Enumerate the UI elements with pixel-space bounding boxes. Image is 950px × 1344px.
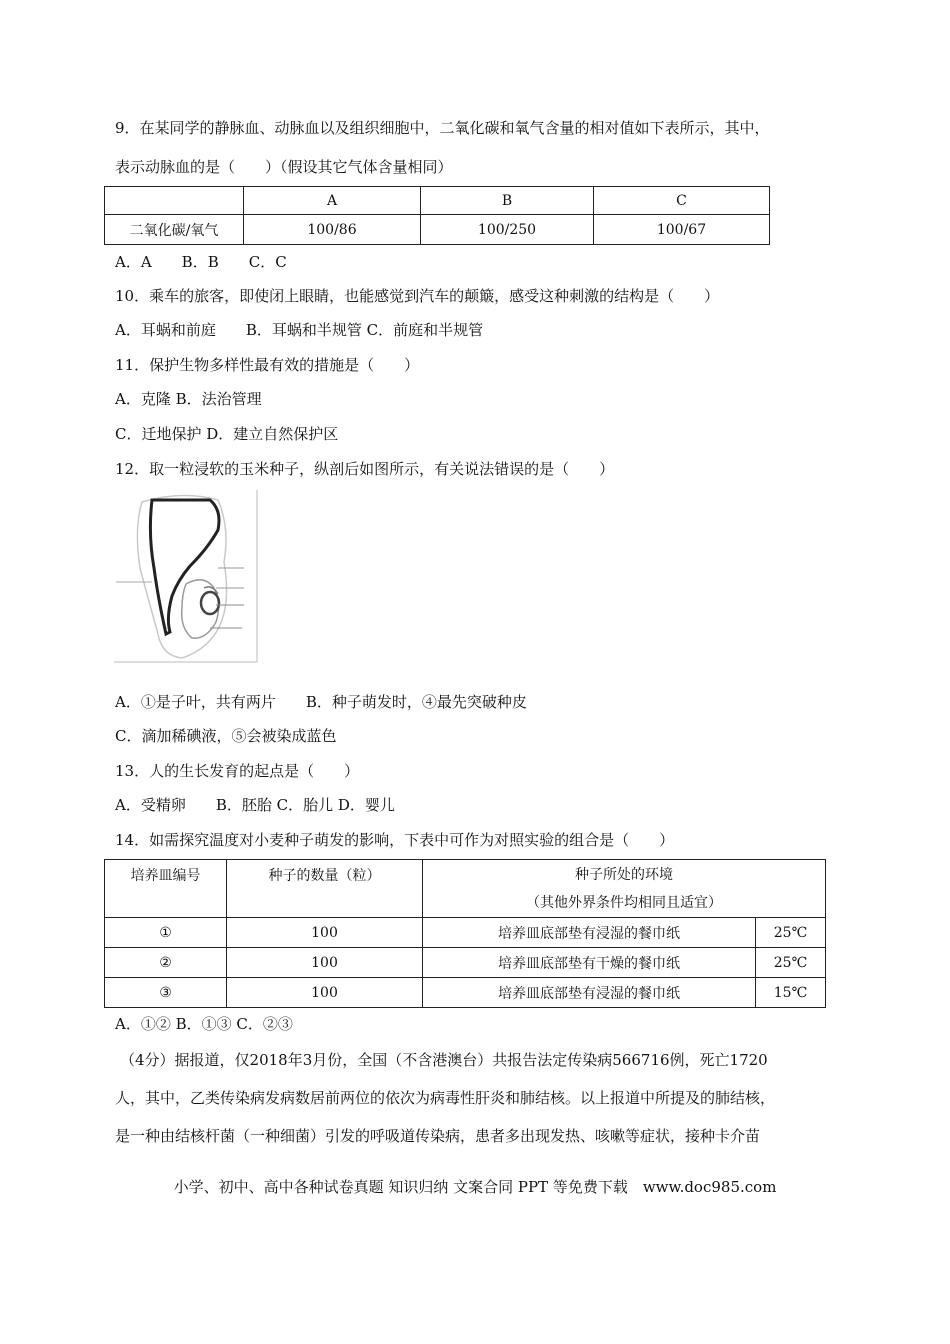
q14-row2-dish: ② xyxy=(105,948,227,978)
q14-header-environment xyxy=(423,860,826,918)
q14-row1-temp: 25℃ xyxy=(756,918,826,948)
q9-stem-line1: 9．在某同学的静脉血、动脉血以及组织细胞中，二氧化碳和氧气含量的相对值如下表所示，其中， xyxy=(115,119,770,137)
q14-header-environment-note: （其他外界条件均相同且适宜） xyxy=(526,894,722,911)
q14-row3-dish: ③ xyxy=(105,978,227,1008)
table-row xyxy=(105,948,826,978)
q10-options: A．耳蜗和前庭 B．耳蜗和半规管 C．前庭和半规管 xyxy=(115,321,484,339)
q12-stem: 12．取一粒浸软的玉米种子，纵剖后如图所示，有关说法错误的是（ ） xyxy=(115,460,615,478)
q14-row1-count: 100 xyxy=(227,918,423,948)
q14-row1-dish: ① xyxy=(105,918,227,948)
q14-stem: 14．如需探究温度对小麦种子萌发的影响，下表中可作为对照实验的组合是（ ） xyxy=(115,831,675,849)
table-row xyxy=(105,918,826,948)
q9-table-cell-b: 100/250 xyxy=(421,215,594,245)
q9-stem-line2: 表示动脉血的是（ ）（假设其它气体含量相同） xyxy=(115,158,453,176)
q9-options: A．A B．B C．C xyxy=(115,253,287,271)
q11-stem: 11．保护生物多样性最有效的措施是（ ） xyxy=(115,356,420,374)
q14-row2-condition: 培养皿底部垫有干燥的餐巾纸 xyxy=(423,948,756,978)
q9-table-row-label: 二氧化碳/氧气 xyxy=(105,215,244,245)
q9-table-corner xyxy=(105,187,244,215)
q14-options: A．①② B．①③ C．②③ xyxy=(115,1015,293,1033)
q14-table xyxy=(104,859,826,1008)
q14-header-environment-title: 种子所处的环境 xyxy=(575,866,673,883)
q11-options-2: C．迁地保护 D．建立自然保护区 xyxy=(115,425,339,443)
q11-options-1: A．克隆 B．法治管理 xyxy=(115,390,262,408)
q14-header-seed-count: 种子的数量（粒） xyxy=(227,860,423,918)
q14-row3-count: 100 xyxy=(227,978,423,1008)
corn-seed-diagram xyxy=(112,488,260,664)
q9-table-cell-a: 100/86 xyxy=(244,215,421,245)
page-footer: 小学、初中、高中各种试卷真题 知识归纳 文案合同 PPT 等免费下载 www.doc985.com xyxy=(173,1178,777,1196)
q10-stem: 10．乘车的旅客，即使闭上眼睛，也能感觉到汽车的颠簸，感受这种刺激的结构是（ ） xyxy=(115,287,720,305)
q9-table-header-a: A xyxy=(244,187,421,215)
q13-options: A．受精卵 B．胚胎 C．胎儿 D．婴儿 xyxy=(115,796,395,814)
q14-row1-condition: 培养皿底部垫有浸湿的餐巾纸 xyxy=(423,918,756,948)
q9-table xyxy=(104,186,770,245)
q15-passage-line1: （4分）据报道，仅2018年3月份，全国（不含港澳台）共报告法定传染病566716例，死亡1720 xyxy=(120,1051,768,1069)
q14-row2-count: 100 xyxy=(227,948,423,978)
q13-stem: 13．人的生长发育的起点是（ ） xyxy=(115,762,360,780)
q15-passage-line3: 是一种由结核杆菌（一种细菌）引发的呼吸道传染病，患者多出现发热、咳嗽等症状，接种卡介苗 xyxy=(115,1127,761,1145)
q9-table-cell-c: 100/67 xyxy=(594,215,770,245)
q14-header-dish: 培养皿编号 xyxy=(105,860,227,918)
q15-passage-line2: 人，其中，乙类传染病发病数居前两位的依次为病毒性肝炎和肺结核。以上报道中所提及的肺结核， xyxy=(115,1089,776,1107)
q12-options-1: A．①是子叶，共有两片 B．种子萌发时，④最先突破种皮 xyxy=(115,693,527,711)
q9-table-header-c: C xyxy=(594,187,770,215)
q12-options-2: C．滴加稀碘液，⑤会被染成蓝色 xyxy=(115,727,337,745)
q9-table-header-b: B xyxy=(421,187,594,215)
q14-row3-condition: 培养皿底部垫有浸湿的餐巾纸 xyxy=(423,978,756,1008)
q14-row3-temp: 15℃ xyxy=(756,978,826,1008)
q14-row2-temp: 25℃ xyxy=(756,948,826,978)
table-row xyxy=(105,978,826,1008)
